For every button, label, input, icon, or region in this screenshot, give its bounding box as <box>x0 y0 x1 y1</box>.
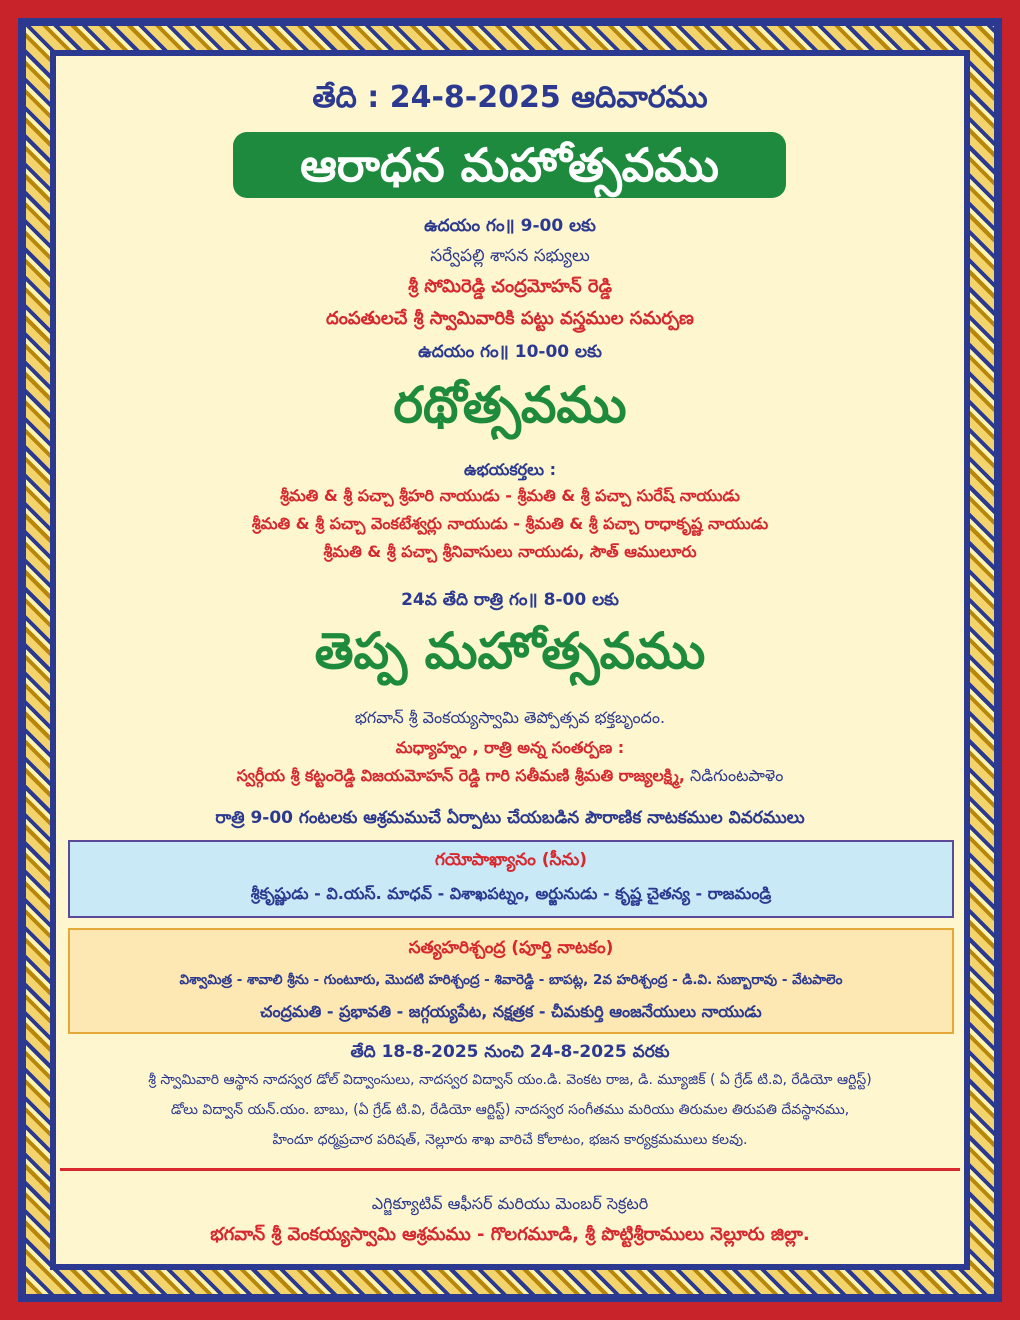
morning-time-2: ఉదయం గం॥ 10-00 లకు <box>418 342 602 362</box>
morning-time-1: ఉదయం గం॥ 9-00 లకు <box>424 216 596 236</box>
annadanam-donor-line <box>56 766 964 789</box>
ashram-address: భగవాన్ శ్రీ వెంకయ్యస్వామి ఆశ్రమము - గొలగమూడి, శ్రీ పొట్టిశ్రీరాములు నెల్లూరు జిల్లా. <box>210 1224 810 1245</box>
drama2-cast-1: విశ్వామిత్ర - శావాలి శ్రీను - గుంటూరు, మొదటి హరిశ్చంద్ర - శివారెడ్డి - బాపట్ల, 2వ హరిశ్చంద్ర - డి.వి. సుబ్బారావు - వేటపాలెం <box>179 972 843 988</box>
music-line-1: శ్రీ స్వామివారి ఆస్థాన నాదస్వర డోల్ విద్వాంసులు, నాదస్వర విద్వాన్ యం.డి. వెంకట రాజ, డి. మ్యూజిక్ ( ఏ గ్రేడ్ టి.వి, రేడియో ఆర్టిస్ట్) <box>148 1072 872 1088</box>
silk-offering: దంపతులచే శ్రీ స్వామివారికి పట్టు వస్త్రముల సమర్పణ <box>326 308 694 329</box>
sponsors-label: ఉభయకర్తలు : <box>463 460 557 479</box>
sponsor-line: శ్రీమతి & శ్రీ పచ్చా శ్రీహరి నాయుడు - శ్రీమతి & శ్రీ పచ్చా సురేష్ నాయుడు <box>280 486 740 505</box>
drama2-cast-2: చంద్రమతి - ప్రభావతి - జగ్గయ్యపేట, నక్షత్రక - చీమకుర్తి ఆంజనేయులు నాయుడు <box>260 1002 762 1021</box>
drama1-cast: శ్రీకృష్ణుడు - వి.యస్. మాధవ్ - విశాఖపట్నం, అర్జునుడు - కృష్ణ చైతన్య - రాజమండ్రి <box>250 884 772 903</box>
sponsor-line: శ్రీమతి & శ్రీ పచ్చా శ్రీనివాసులు నాయుడు, సౌత్ ఆములూరు <box>323 542 697 561</box>
rathotsavam-title: రథోత్సవము <box>393 376 627 434</box>
music-line-3: హిందూ ధర్మప్రచార పరిషత్, నెల్లూరు శాఖ వారిచే కోలాటం, భజన కార్యక్రమములు కలవు. <box>272 1132 748 1148</box>
festival-title-banner: ఆరాధన మహోత్సవము <box>233 132 786 198</box>
music-dates: తేది 18-8-2025 నుంచి 24-8-2025 వరకు <box>350 1042 670 1062</box>
mla-subtitle: సర్వేపల్లి శాసన సభ్యులు <box>430 246 590 266</box>
annadanam-donor: స్వర్గీయ శ్రీ కట్టంరెడ్డి విజయమోహన్ రెడ్డి గారి సతీమణి శ్రీమతి రాజ్యలక్ష్మి, <box>236 766 685 785</box>
mla-name: శ్రీ సోమిరెడ్డి చంద్రమోహన్ రెడ్డి <box>408 276 612 297</box>
music-line-2: డోలు విద్వాన్ యన్.యం. బాబు, (ఏ గ్రేడ్ టి.వి, రేడియో ఆర్టిస్ట్) నాదస్వర సంగీతము మరియు తిరుమల తిరుపతి దేవస్థానము, <box>170 1102 850 1118</box>
dramas-intro: రాత్రి 9-00 గంటలకు ఆశ్రమముచే ఏర్పాటు చేయబడిన పౌరాణిక నాటకముల వివరములు <box>215 808 805 828</box>
annadanam-place: నిడిగుంటపాళెం <box>690 766 784 785</box>
divider-line <box>60 1168 960 1171</box>
sponsor-line: శ్రీమతి & శ్రీ పచ్చా వెంకటేశ్వర్లు నాయుడు - శ్రీమతి & శ్రీ పచ్చా రాధాకృష్ణ నాయుడు <box>251 514 769 533</box>
drama1-box <box>68 840 954 918</box>
drama2-box <box>68 928 954 1034</box>
devotees-line: భగవాన్ శ్రీ వెంకయ్యస్వామి తెప్పోత్సవ భక్తబృందం. <box>354 708 666 727</box>
annadanam-label: మధ్యాహ్నం , రాత్రి అన్న సంతర్పణ : <box>395 738 625 757</box>
teppa-title: తెప్ప మహోత్సవము <box>314 622 706 680</box>
designation: ఎగ్జిక్యూటివ్ ఆఫీసర్ మరియు మెంబర్ సెక్రటరి <box>371 1194 649 1213</box>
drama1-title: గయోపాఖ్యానం (సీను) <box>434 850 588 870</box>
drama2-title: సత్యహరిశ్చంద్ర (పూర్తి నాటకం) <box>408 938 614 958</box>
date-line: తేది : 24-8-2025 ఆదివారము <box>312 80 708 115</box>
teppa-time: 24వ తేది రాత్రి గం॥ 8-00 లకు <box>401 590 619 610</box>
